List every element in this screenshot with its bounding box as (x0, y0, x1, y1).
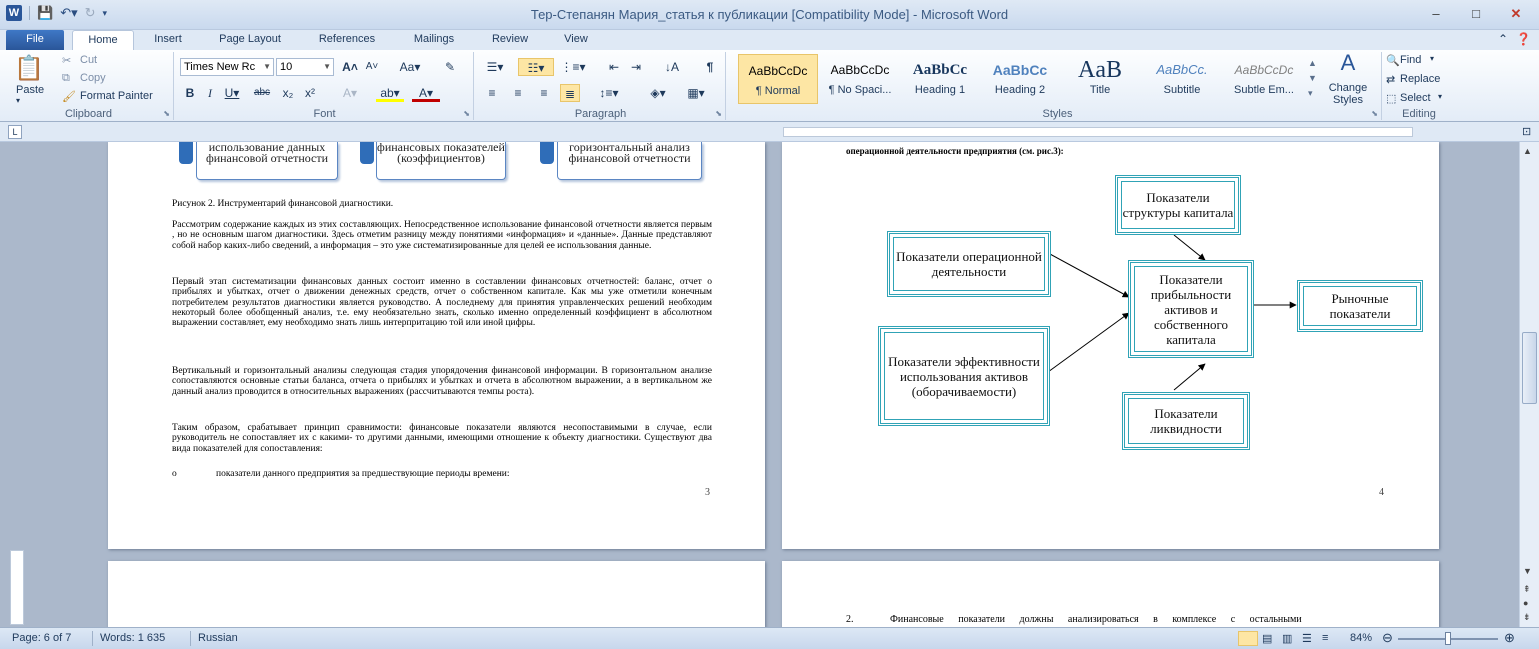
copy-button[interactable]: Copy (80, 72, 106, 84)
page-5[interactable] (108, 561, 765, 627)
paragraph-group (476, 52, 726, 120)
styles-scroll-icon[interactable]: ▲ ▼ ▾ (1308, 58, 1317, 98)
diagram-box-operational: Показатели операционной деятельности (887, 231, 1051, 297)
status-bar (0, 627, 1539, 649)
paragraph: Рассмотрим содержание каждых из этих составляющих. Непосредственное использование финансовой отчетности является первым , но не основным шагом диагностики. Здесь отметим разницу между понятиями «информация» и «данные». Данные представляют собой набор каких-либо сведений, а информация – это уже систематизированные для целей ее использования данные. (172, 220, 712, 251)
style-subtle-emphasis[interactable] (1224, 54, 1304, 104)
paste-icon[interactable]: 📋 (14, 55, 44, 82)
window-title: Тер-Степанян Мария_статья к публикации [Compatibility Mode] - Microsoft Word (530, 7, 1009, 22)
arrow-line (1050, 254, 1129, 297)
diagram-box-structure: Показатели структуры капитала (1115, 175, 1241, 235)
diagram-box-efficiency: Показатели эффективности использования активов (оборачиваемости) (878, 326, 1050, 426)
multilevel-list-icon[interactable]: ⋮≡▾ (560, 60, 586, 74)
tab-view[interactable]: View (564, 33, 588, 45)
font-color-icon[interactable]: A▾ (412, 84, 440, 102)
style-no-spacing[interactable] (820, 54, 900, 104)
word-logo-icon[interactable]: W (6, 5, 22, 21)
dialog-launcher-icon[interactable]: ⬊ (715, 109, 722, 118)
paragraph: Таким образом, срабатывает принцип сравнимости: финансовые показатели являются несопоставимыми в случае, если руководитель не сопоставляет их с какими- то другими данными, имеющими отношение к объекту диагностики. Существуют два вида показателей для сопоставления: (172, 423, 712, 454)
change-case-icon[interactable]: Aa▾ (399, 60, 421, 74)
word-count[interactable]: Words: 1 635 (100, 632, 166, 644)
help-icon[interactable]: ❓ (1516, 32, 1531, 46)
editing-group (1384, 52, 1454, 120)
redo-icon[interactable]: ↻ (84, 5, 96, 20)
style-preview: AaBbCcDc (748, 64, 808, 78)
minimize-ribbon-icon[interactable]: ⌃ (1497, 32, 1509, 46)
view-ruler-icon[interactable]: ⊡ (1522, 126, 1532, 138)
paragraph: операционной деятельности предприятия (см. рис.3): (846, 146, 1064, 156)
zoom-in-icon[interactable]: ⊕ (1504, 630, 1515, 645)
page-number: 4 (1379, 487, 1384, 498)
numbering-icon[interactable]: ☷▾ (518, 58, 554, 76)
style-preview: AaBbCc. (1156, 62, 1208, 77)
chevron-down-icon[interactable]: ▾ (1430, 54, 1435, 63)
previous-page-icon[interactable]: ⇞ (1523, 584, 1531, 594)
paragraph: Финансовые показатели должны анализироваться в комплексе с остальными (890, 614, 1302, 625)
find-button[interactable]: Find (1400, 54, 1422, 66)
customize-qat-icon[interactable]: ▾ (102, 8, 108, 18)
font-size-value: 10 (280, 61, 293, 73)
paste-dropdown-icon[interactable]: ▾ (16, 96, 21, 105)
dialog-launcher-icon[interactable]: ⬊ (1371, 109, 1378, 118)
diagram-shape (540, 142, 554, 164)
scroll-down-icon[interactable]: ▼ (1523, 566, 1532, 576)
language[interactable]: Russian (198, 632, 238, 644)
draft-icon[interactable]: ≡ (1322, 632, 1329, 644)
style-name: Subtitle (1163, 84, 1201, 96)
style-heading-1[interactable] (900, 54, 980, 104)
tab-insert[interactable]: Insert (154, 33, 182, 45)
tab-home[interactable]: Home (72, 30, 134, 50)
scroll-up-icon[interactable]: ▲ (1523, 146, 1532, 156)
style-name: Subtle Em... (1234, 84, 1294, 96)
minimize-button[interactable]: – (1432, 6, 1440, 21)
horizontal-ruler[interactable] (783, 127, 1413, 137)
title-bar (0, 0, 1539, 30)
highlight-icon[interactable]: ab▾ (376, 84, 404, 102)
style-preview: AaBbCc (912, 62, 968, 78)
paragraph-label: Paragraph (574, 108, 627, 120)
separator (190, 631, 191, 646)
bold-icon[interactable]: B (185, 86, 195, 100)
dialog-launcher-icon[interactable]: ⬊ (463, 109, 470, 118)
ribbon-tabs (0, 30, 1539, 50)
page-number: 3 (705, 487, 710, 498)
change-styles-button[interactable]: Change Styles (1328, 82, 1368, 106)
style-name: Heading 2 (994, 84, 1046, 96)
tab-selector-button[interactable]: L (8, 125, 22, 139)
style-name: Title (1089, 84, 1111, 96)
ruler-bar (0, 122, 1539, 142)
outline-icon[interactable]: ☰ (1302, 633, 1312, 645)
format-painter-button[interactable]: Format Painter (80, 90, 153, 102)
strikethrough-icon[interactable]: abc (253, 87, 271, 98)
bullet-item: показатели данного предприятия за предшествующие периоды времени: (216, 469, 510, 479)
underline-icon[interactable]: U▾ (224, 86, 240, 100)
clear-formatting-icon[interactable]: ✎ (444, 60, 456, 74)
browse-object-icon[interactable]: ● (1523, 598, 1529, 608)
ribbon-options (1498, 32, 1531, 46)
editing-label: Editing (1402, 108, 1436, 120)
chevron-down-icon[interactable]: ▾ (1438, 92, 1443, 101)
chevron-down-icon: ▼ (323, 62, 331, 71)
style-preview: AaB (1078, 57, 1122, 83)
tab-page-layout[interactable]: Page Layout (219, 33, 281, 45)
zoom-level[interactable]: 84% (1350, 632, 1373, 644)
style-heading-2[interactable] (980, 54, 1060, 104)
decrease-indent-icon[interactable]: ⇤ (608, 60, 620, 74)
arrow-line (1174, 235, 1205, 260)
align-center-icon[interactable]: ≡ (514, 86, 522, 100)
font-name-value: Times New Rc (184, 61, 256, 73)
diagram-shape (179, 142, 193, 164)
clipboard-label: Clipboard (64, 108, 113, 120)
diagram-box-liquidity: Показатели ликвидности (1122, 392, 1250, 450)
diagram-shape (360, 142, 374, 164)
zoom-out-icon[interactable]: ⊖ (1382, 630, 1393, 645)
separator (92, 631, 93, 646)
copy-icon[interactable]: ⧉ (62, 72, 70, 84)
cut-button[interactable]: Cut (80, 54, 98, 66)
tab-mailings[interactable]: Mailings (413, 33, 455, 45)
list-number: 2. (846, 614, 854, 625)
scroll-thumb[interactable] (1522, 332, 1537, 404)
style-name: ¶ No Spaci... (828, 84, 892, 96)
styles-label: Styles (1042, 108, 1073, 120)
font-label: Font (313, 108, 336, 120)
sort-icon[interactable]: ↓A (664, 60, 679, 74)
undo-icon[interactable]: ↶▾ (60, 5, 78, 20)
subscript-icon[interactable]: x₂ (282, 86, 294, 100)
dialog-launcher-icon[interactable]: ⬊ (163, 109, 170, 118)
cut-icon[interactable]: ✂ (62, 55, 72, 67)
style-normal[interactable] (738, 54, 818, 104)
maximize-button[interactable]: □ (1472, 6, 1480, 21)
vertical-scrollbar[interactable] (1519, 142, 1539, 627)
zoom-slider-thumb[interactable] (1445, 632, 1451, 645)
grow-font-icon[interactable]: A˄ (342, 60, 358, 74)
paragraph: Вертикальный и горизонтальный анализы следующая стадия упорядочения финансовой информации. В горизонтальном анализе сопоставляются основные статьи баланса, отчета о прибылях и убытках и отчета в абсолютном выражении, а в вертикальном же данный анализ проводится в относительных выражениях (рассчитываются темпы роста). (172, 366, 712, 397)
bullets-icon[interactable]: ☰▾ (486, 60, 504, 74)
find-icon[interactable]: 🔍 (1386, 55, 1400, 67)
increase-indent-icon[interactable]: ⇥ (630, 60, 642, 74)
print-layout-icon[interactable] (1238, 631, 1258, 646)
show-marks-icon[interactable]: ¶ (706, 60, 714, 74)
tab-references[interactable]: References (318, 33, 376, 45)
chevron-down-icon: ▼ (263, 62, 271, 71)
next-page-icon[interactable]: ⇟ (1523, 612, 1531, 622)
style-preview: AaBbCcDc (830, 63, 890, 77)
close-button[interactable]: ✕ (1510, 6, 1522, 21)
justify-icon[interactable]: ≣ (560, 84, 580, 102)
bullet-marker: o (172, 469, 177, 479)
paste-button[interactable]: Paste (16, 84, 45, 96)
italic-icon[interactable]: I (208, 86, 212, 100)
tab-file[interactable]: File (6, 30, 64, 50)
style-preview: AaBbCcDc (1234, 63, 1294, 77)
shrink-font-icon[interactable]: A˅ (365, 61, 379, 72)
vertical-ruler[interactable] (10, 550, 24, 625)
page-4[interactable] (782, 142, 1439, 549)
page-3[interactable] (108, 142, 765, 549)
window-controls (1421, 4, 1531, 24)
page-count[interactable]: Page: 6 of 7 (12, 632, 72, 644)
web-layout-icon[interactable]: ▥ (1282, 633, 1293, 645)
save-icon[interactable]: 💾 (37, 5, 54, 20)
text-effects-icon[interactable]: A▾ (342, 86, 358, 100)
style-title[interactable] (1060, 54, 1140, 104)
borders-icon[interactable]: ▦▾ (687, 86, 705, 100)
arrow-line (1174, 364, 1205, 390)
diagram-box-profitability: Показатели прибыльности активов и собственного капитала (1128, 260, 1254, 358)
select-button[interactable]: Select (1400, 92, 1431, 104)
style-name: ¶ Normal (755, 85, 801, 97)
style-preview: AaBbCc (992, 62, 1048, 78)
paragraph: Первый этап систематизации финансовых данных состоит именно в составлении финансовых отчетностей: баланс, отчет о прибылях и убытках, отчет о движении денежных средств, отчет о собственном капитале. Как мы уже отметили конечным потребителем результатов диагностики является руководство. А последнему для принятия управленческих решений необходим некоторый более обобщенный анализ, т.е. ему необязательно знать, сколько именно определенный коэффициент в абсолютном выражении составляет, ему необходимо знать лишь интерпритацию той или иной цифры. (172, 277, 712, 329)
replace-icon[interactable]: ⇄ (1386, 74, 1396, 86)
diagram-box: использование данных финансовой отчетности (196, 142, 338, 180)
change-styles-icon[interactable]: A (1340, 50, 1356, 75)
font-name-combo[interactable] (180, 58, 274, 76)
page-6[interactable] (782, 561, 1439, 627)
style-name: Heading 1 (914, 84, 966, 96)
line-spacing-icon[interactable]: ↕≡▾ (599, 86, 619, 100)
replace-button[interactable]: Replace (1400, 73, 1441, 85)
figure-caption: Рисунок 2. Инструментарий финансовой диагностики. (172, 199, 394, 209)
full-screen-icon[interactable]: ▤ (1262, 633, 1273, 645)
align-right-icon[interactable]: ≡ (540, 86, 548, 100)
diagram-box: финансовых показателей (коэффициентов) (376, 142, 506, 180)
diagram-box: горизонтальный анализ финансовой отчетности (557, 142, 702, 180)
document-area (0, 142, 1519, 627)
align-left-icon[interactable]: ≡ (488, 86, 496, 100)
superscript-icon[interactable]: x² (305, 86, 315, 100)
diagram-box-market: Рыночные показатели (1297, 280, 1423, 332)
select-icon[interactable]: ⬚ (1386, 93, 1397, 105)
font-size-combo[interactable] (276, 58, 334, 76)
ribbon (0, 50, 1539, 122)
font-group (176, 52, 474, 120)
shading-icon[interactable]: ◈▾ (650, 86, 666, 100)
format-painter-icon[interactable]: 🖌 (62, 91, 76, 103)
style-subtitle[interactable] (1142, 54, 1222, 104)
tab-review[interactable]: Review (491, 33, 529, 45)
styles-group (734, 52, 1382, 120)
clipboard-group (4, 52, 174, 120)
arrow-line (1048, 313, 1129, 372)
